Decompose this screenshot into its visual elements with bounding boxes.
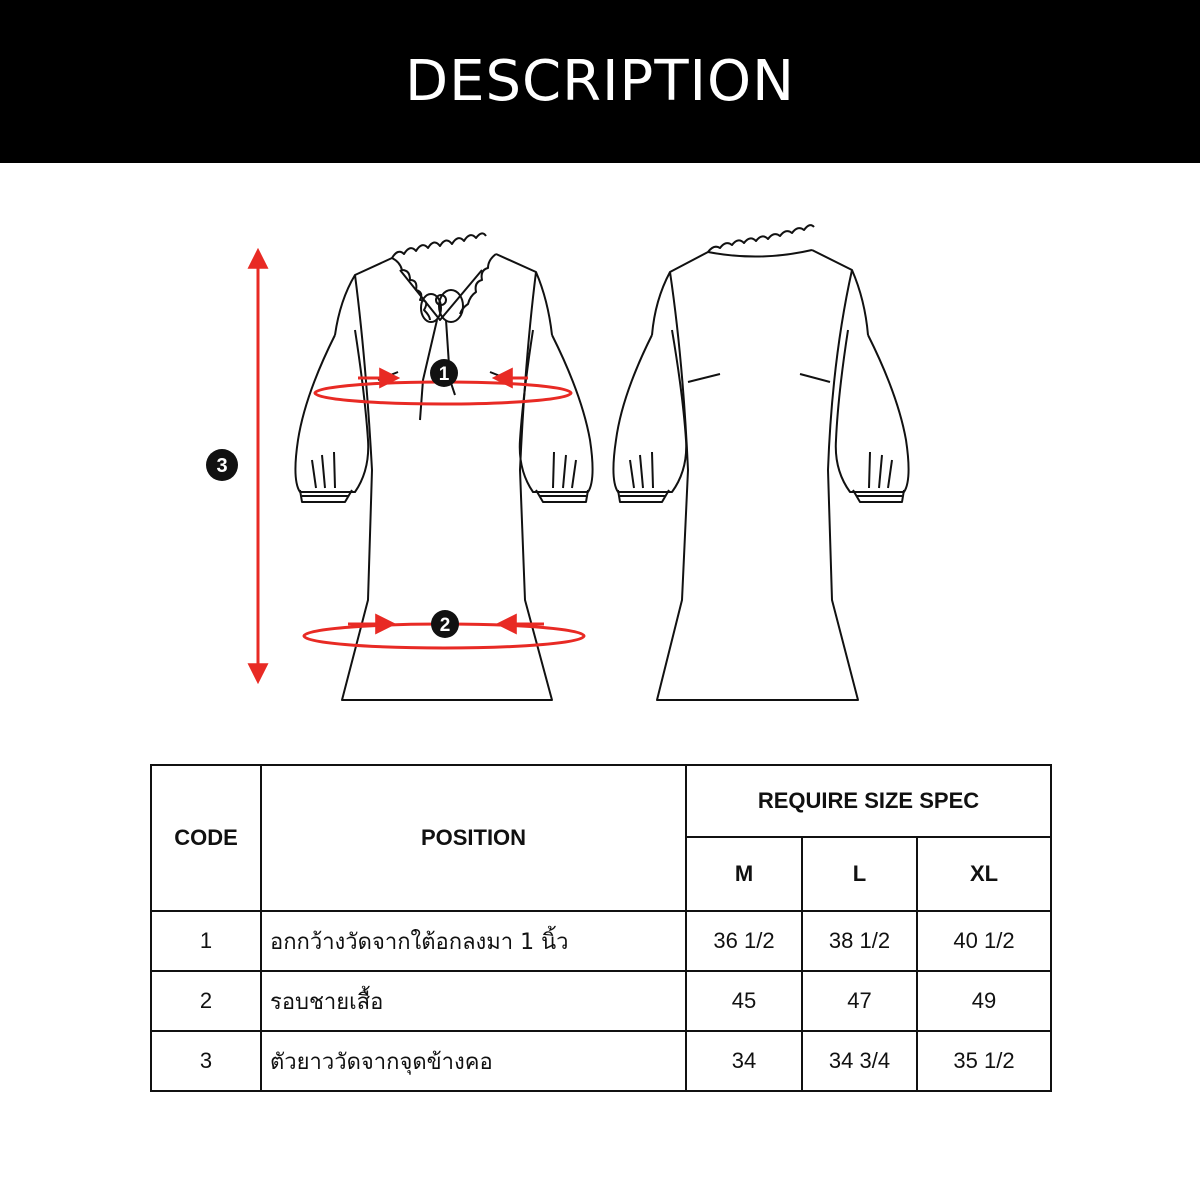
value-xl: 40 1/2 <box>917 911 1051 971</box>
size-spec-table <box>150 764 1052 1092</box>
marker-2 <box>431 610 459 638</box>
row-position: อกกว้างวัดจากใต้อกลงมา 1 นิ้ว <box>261 911 686 971</box>
value-l: 38 1/2 <box>802 911 917 971</box>
value-m: 36 1/2 <box>686 911 802 971</box>
value-xl: 49 <box>917 971 1051 1031</box>
header-bar <box>0 0 1200 163</box>
value-l: 47 <box>802 971 917 1031</box>
value-l: 34 3/4 <box>802 1031 917 1091</box>
table-row <box>151 1031 1051 1091</box>
svg-text:2: 2 <box>439 615 451 636</box>
row-code: 1 <box>151 911 261 971</box>
value-m: 45 <box>686 971 802 1031</box>
table-row <box>151 911 1051 971</box>
row-code: 2 <box>151 971 261 1031</box>
svg-text:1: 1 <box>438 364 450 385</box>
marker-1 <box>430 359 458 387</box>
back-dress-drawing <box>613 225 908 700</box>
value-xl: 35 1/2 <box>917 1031 1051 1091</box>
garment-illustration <box>0 163 1200 760</box>
size-m-header: M <box>686 837 802 911</box>
page-title: DESCRIPTION <box>404 49 796 114</box>
row-position: รอบชายเสื้อ <box>261 971 686 1031</box>
marker-3 <box>206 449 238 481</box>
svg-text:3: 3 <box>216 455 228 477</box>
value-m: 34 <box>686 1031 802 1091</box>
size-l-header: L <box>802 837 917 911</box>
row-code: 3 <box>151 1031 261 1091</box>
row-position: ตัวยาววัดจากจุดข้างคอ <box>261 1031 686 1091</box>
code-header: CODE <box>151 765 261 911</box>
table-row <box>151 971 1051 1031</box>
size-spec-header: REQUIRE SIZE SPEC <box>686 765 1051 837</box>
position-header: POSITION <box>261 765 686 911</box>
size-xl-header: XL <box>917 837 1051 911</box>
